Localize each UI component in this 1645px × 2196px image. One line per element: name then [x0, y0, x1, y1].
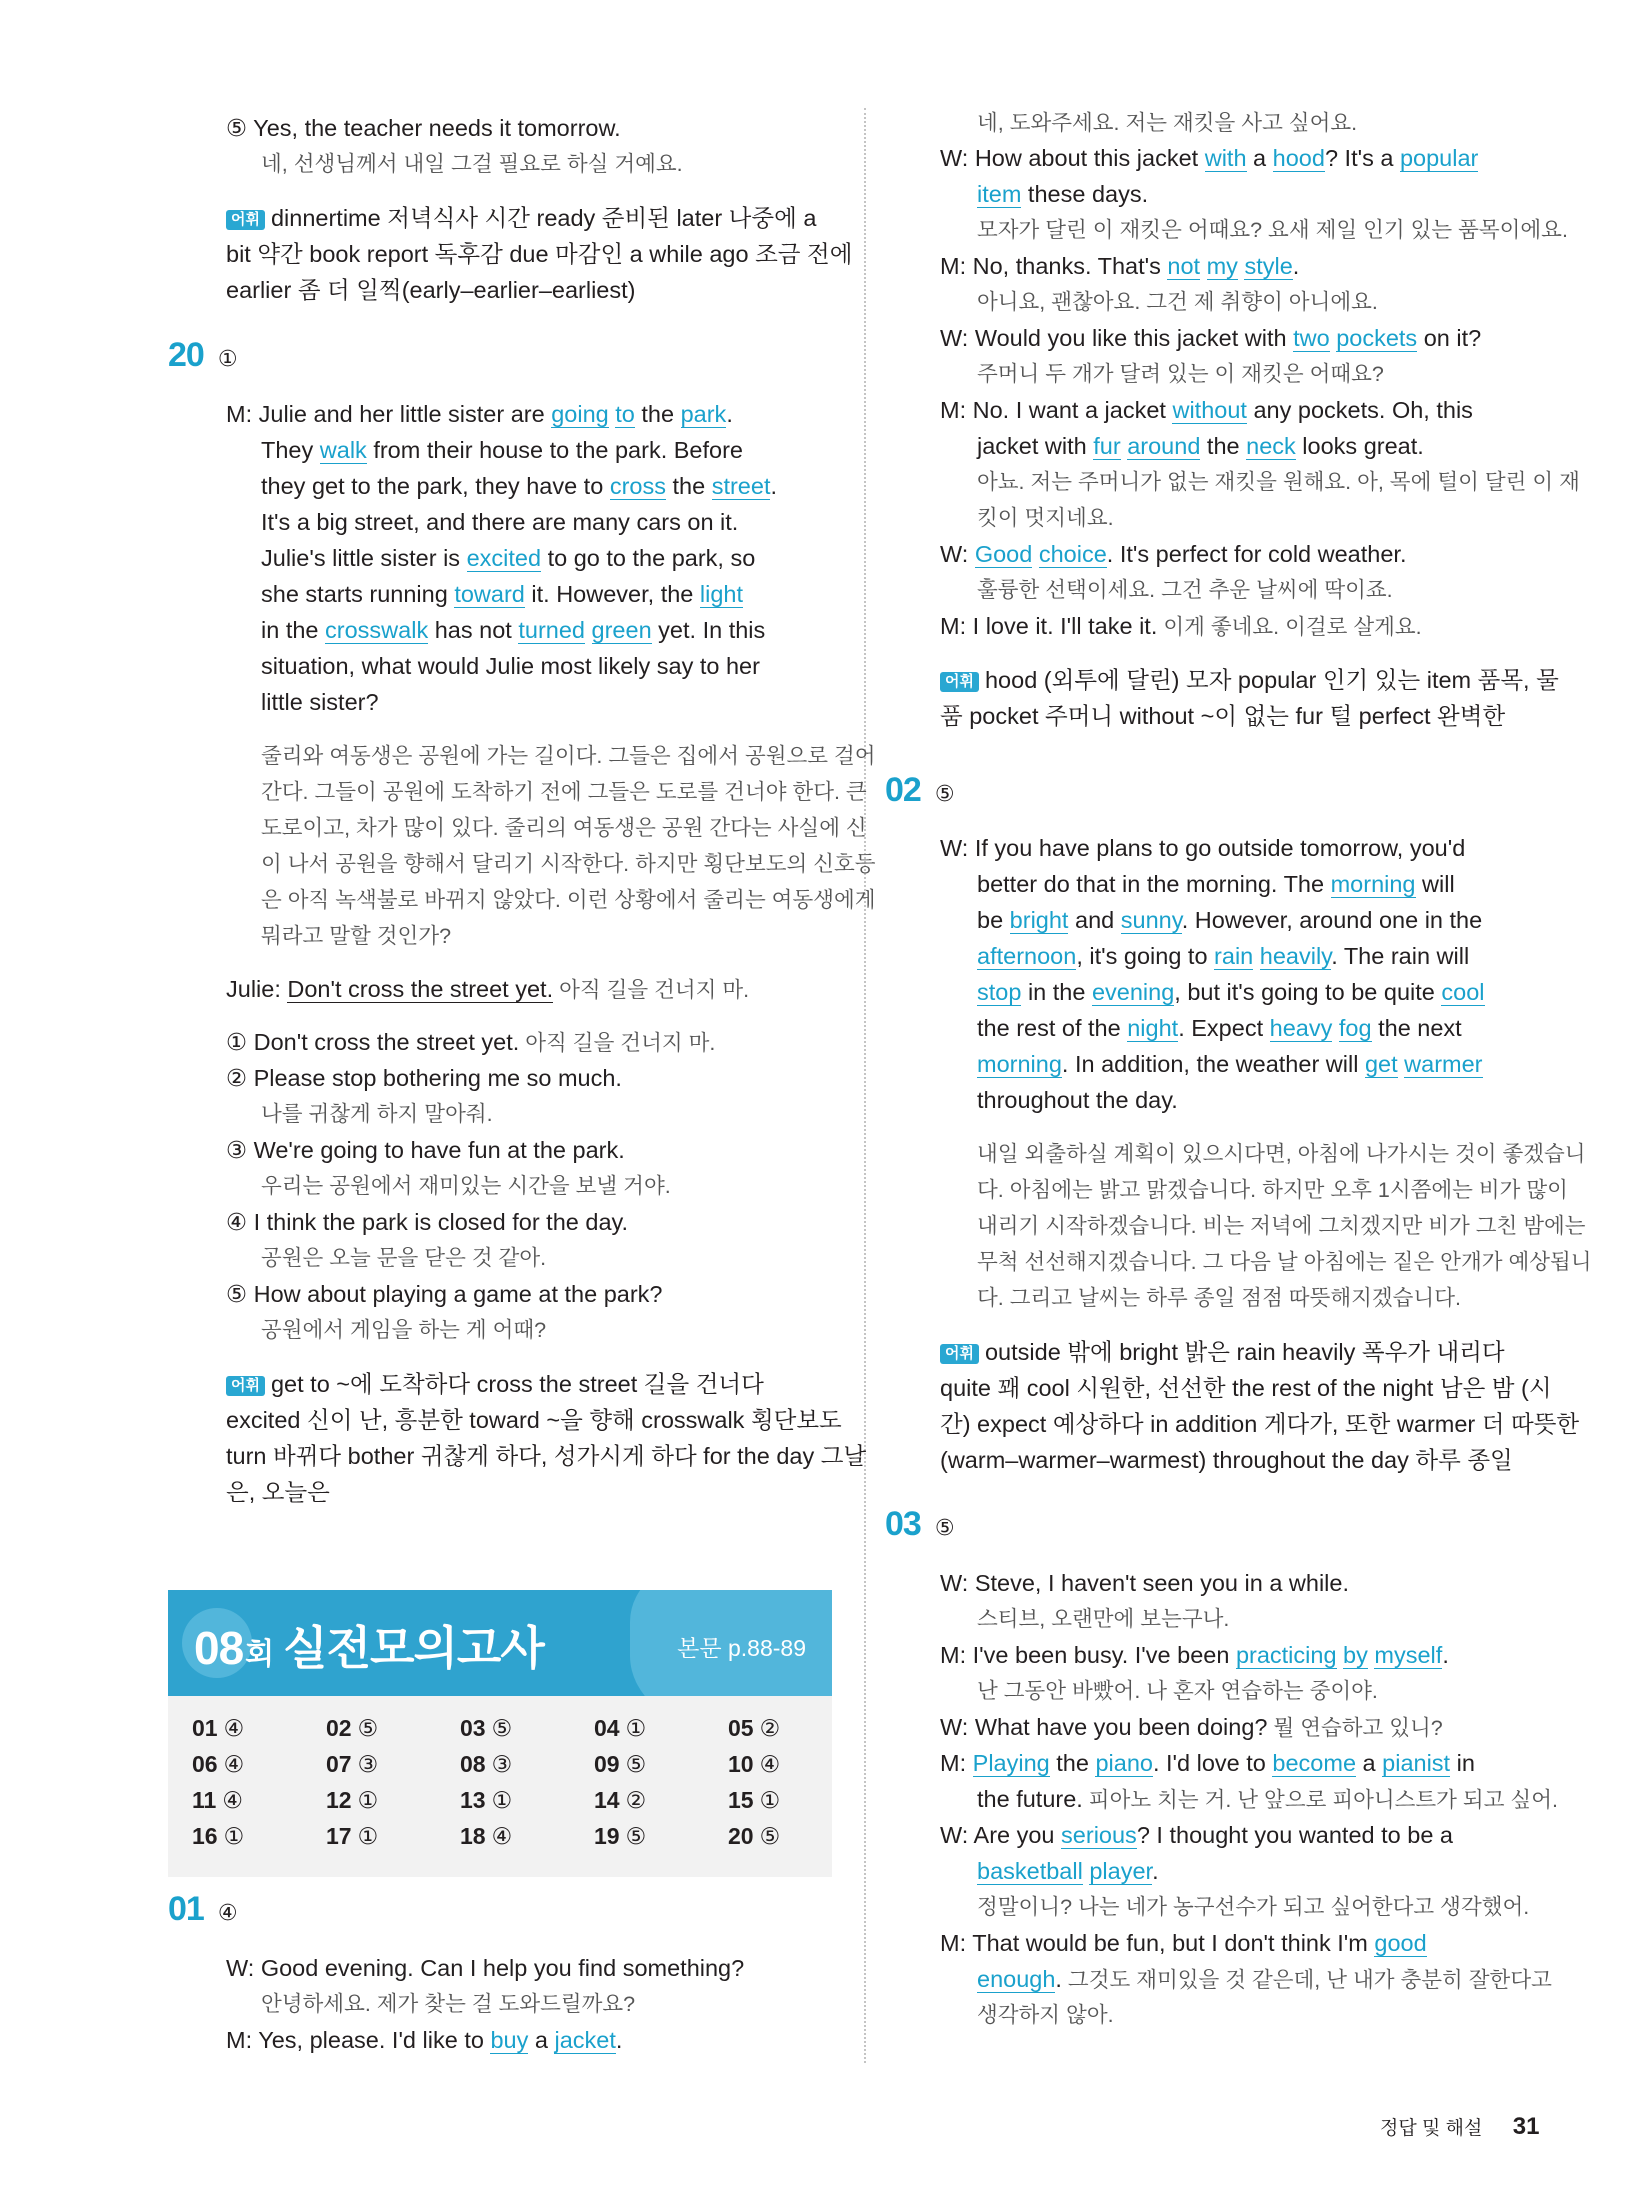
- prev-option-5-kr: 네, 선생님께서 내일 그걸 필요로 하실 거예요.: [261, 152, 683, 176]
- translation-line: 훌륭한 선택이세요. 그건 추운 날씨에 딱이죠.: [977, 578, 1393, 602]
- translation-line: 도로이고, 차가 많이 있다. 줄리의 여동생은 공원 간다는 사실에 신: [261, 816, 867, 840]
- answer-key-item: 16 ①: [192, 1823, 245, 1849]
- translation-line: 은 아직 녹색불로 바뀌지 않았다. 이런 상황에서 줄리는 여동생에게: [261, 888, 876, 912]
- translation-line: 내일 외출하실 계획이 있으시다면, 아침에 나가시는 것이 좋겠습니: [977, 1142, 1586, 1166]
- translation-line: 스티브, 오랜만에 보는구나.: [977, 1607, 1230, 1631]
- vocab-20-line: 어휘 get to ~에 도착하다 cross the street 길을 건너다: [226, 1369, 764, 1399]
- script-line: stop in the evening, but it's going to be quite cool: [977, 979, 1485, 1005]
- option-2: ② Please stop bothering me so much.: [226, 1065, 622, 1091]
- answer-key-item: 17 ①: [326, 1823, 379, 1849]
- option-1: ① Don't cross the street yet. 아직 길을 건너지 마.: [226, 1029, 716, 1055]
- script-line: M: I love it. I'll take it. 이게 좋네요. 이걸로 살게요.: [940, 613, 1422, 639]
- script-line: M: Julie and her little sister are going to the park.: [226, 401, 733, 427]
- answer-key-item: 04 ①: [594, 1715, 647, 1741]
- answer-key-item: 09 ⑤: [594, 1751, 647, 1777]
- vocab-20-line: excited 신이 난, 흥분한 toward ~을 향해 crosswalk 횡단보도: [226, 1407, 842, 1433]
- script-line: M: No, thanks. That's not my style.: [940, 253, 1300, 279]
- answer-key-item: 14 ②: [594, 1787, 647, 1813]
- script-line: throughout the day.: [977, 1087, 1178, 1113]
- script-line: be bright and sunny. However, around one in the: [977, 907, 1483, 933]
- translation-line: 아뇨. 저는 주머니가 없는 재킷을 원해요. 아, 목에 털이 달린 이 재: [977, 470, 1580, 494]
- script-line: basketball player.: [977, 1858, 1159, 1884]
- script-line: M: I've been busy. I've been practicing by myself.: [940, 1642, 1449, 1668]
- script-line: little sister?: [261, 689, 379, 715]
- question-number: 01: [168, 1890, 204, 1928]
- vocab-02-line: (warm–warmer–warmest) throughout the day 하루 종일: [940, 1447, 1513, 1473]
- script-line: Julie's little sister is excited to go to the park, so: [261, 545, 756, 571]
- option-3: ③ We're going to have fun at the park.: [226, 1137, 625, 1163]
- answer-key-item: 07 ③: [326, 1751, 379, 1777]
- answer-key-item: 01 ④: [192, 1715, 245, 1741]
- script-line: W: Are you serious? I thought you wanted to be a: [940, 1822, 1453, 1848]
- script-line: W: Steve, I haven't seen you in a while.: [940, 1570, 1350, 1596]
- script-line: W: Good evening. Can I help you find something?: [226, 1955, 745, 1981]
- script-line: M: Playing the piano. I'd love to become a pianist in: [940, 1750, 1475, 1776]
- question-number: 03: [885, 1505, 921, 1543]
- vocab-02-line: 어휘 outside 밖에 bright 밝은 rain heavily 폭우가 내리다: [940, 1337, 1505, 1367]
- answer-key-item: 06 ④: [192, 1751, 245, 1777]
- script-line: in the crosswalk has not turned green yet. In this: [261, 617, 766, 643]
- vocab-02-line: quite 꽤 cool 시원한, 선선한 the rest of the night 남은 밤 (시: [940, 1375, 1552, 1401]
- answer-key-item: 10 ④: [728, 1751, 781, 1777]
- question-answer: ⑤: [934, 1515, 955, 1540]
- answer-key-item: 02 ⑤: [326, 1715, 379, 1741]
- answer-key-item: 05 ②: [728, 1715, 781, 1741]
- translation-line: 모자가 달린 이 재킷은 어때요? 요새 제일 인기 있는 품목이에요.: [977, 218, 1568, 242]
- script-line: she starts running toward it. However, the light: [261, 581, 744, 607]
- translation-line: 내리기 시작하겠습니다. 비는 저녁에 그치겠지만 비가 그친 밤에는: [977, 1214, 1586, 1238]
- translation-line: 뭐라고 말할 것인가?: [261, 924, 452, 948]
- vocab-20-line: 은, 오늘은: [226, 1479, 330, 1505]
- translation-line: 다. 그리고 날씨는 하루 종일 점점 따뜻해지겠습니다.: [977, 1286, 1461, 1310]
- option-4-kr: 공원은 오늘 문을 닫은 것 같아.: [261, 1246, 547, 1270]
- question-03-header: [885, 1505, 955, 1544]
- translation-line: 생각하지 않아.: [977, 2003, 1114, 2027]
- answer-key-item: 08 ③: [460, 1751, 513, 1777]
- translation-line: 이 나서 공원을 향해서 달리기 시작한다. 하지만 횡단보도의 신호등: [261, 852, 876, 876]
- translation-line: 주머니 두 개가 달려 있는 이 재킷은 어때요?: [977, 362, 1384, 386]
- translation-line: 간다. 그들이 공원에 도착하기 전에 그들은 도로를 건너야 한다. 큰: [261, 780, 867, 804]
- script-line: M: No. I want a jacket without any pockets. Oh, this: [940, 397, 1473, 423]
- script-line: they get to the park, they have to cross the street.: [261, 473, 778, 499]
- vocab-badge: 어휘: [226, 1376, 265, 1396]
- script-line: the rest of the night. Expect heavy fog the next: [977, 1015, 1462, 1041]
- option-4: ④ I think the park is closed for the day.: [226, 1209, 629, 1235]
- answer-key-item: 13 ①: [460, 1787, 513, 1813]
- script-line: the future. 피아노 치는 거. 난 앞으로 피아니스트가 되고 싶어.: [977, 1786, 1558, 1812]
- translation-line: 아니요, 괜찮아요. 그건 제 취향이 아니에요.: [977, 290, 1378, 314]
- script-line: item these days.: [977, 181, 1149, 207]
- translation-line: 킷이 멋지네요.: [977, 506, 1114, 530]
- script-line: afternoon, it's going to rain heavily. The rain will: [977, 943, 1470, 969]
- footer-label: 정답 및 해설: [1380, 2118, 1483, 2139]
- question-answer: ④: [217, 1900, 238, 1925]
- column-divider: [864, 108, 866, 2063]
- prev-option-5: ⑤ Yes, the teacher needs it tomorrow.: [226, 115, 621, 141]
- page-reference: 본문 p.88-89: [677, 1635, 806, 1661]
- translation-line: 정말이니? 나는 네가 농구선수가 되고 싶어한다고 생각했어.: [977, 1895, 1530, 1919]
- option-3-kr: 우리는 공원에서 재미있는 시간을 보낼 거야.: [261, 1174, 671, 1198]
- question-number: 02: [885, 771, 921, 809]
- script-line: M: Yes, please. I'd like to buy a jacket.: [226, 2027, 623, 2053]
- answer-key-item: 15 ①: [728, 1787, 781, 1813]
- answer-key-item: 19 ⑤: [594, 1823, 647, 1849]
- script-line: W: How about this jacket with a hood? It's a popular: [940, 145, 1479, 171]
- vocab-prev-line: earlier 좀 더 일찍(early–earlier–earliest): [226, 277, 636, 303]
- answer-key-item: 11 ④: [192, 1787, 243, 1813]
- answer-key-item: 12 ①: [326, 1787, 379, 1813]
- question-20-header: [168, 336, 238, 375]
- vocab-badge: 어휘: [226, 210, 265, 230]
- translation-line: 무척 선선해지겠습니다. 그 다음 날 아침에는 짙은 안개가 예상됩니: [977, 1250, 1592, 1274]
- page-number: 31: [1512, 2113, 1540, 2140]
- option-2-kr: 나를 귀찮게 하지 말아줘.: [261, 1102, 493, 1126]
- script-line: They walk from their house to the park. Before: [261, 437, 743, 463]
- script-line: M: That would be fun, but I don't think I'm good: [940, 1930, 1427, 1956]
- vocab-badge: 어휘: [940, 1344, 979, 1364]
- script-line: W: What have you been doing? 뭘 연습하고 있니?: [940, 1714, 1443, 1740]
- vocab-01-line: 품 pocket 주머니 without ~이 없는 fur 털 perfect 완벽한: [940, 703, 1506, 729]
- option-5-kr: 공원에서 게임을 하는 게 어때?: [261, 1318, 547, 1342]
- answer-key-item: 20 ⑤: [728, 1823, 781, 1849]
- footer: [1380, 2113, 1539, 2141]
- option-5: ⑤ How about playing a game at the park?: [226, 1281, 663, 1307]
- translation-line: 안녕하세요. 제가 찾는 걸 도와드릴까요?: [261, 1992, 636, 2016]
- question-02-header: [885, 771, 955, 810]
- script-line: situation, what would Julie most likely say to her: [261, 653, 760, 679]
- julie-answer-line: Julie: Don't cross the street yet. 아직 길을 건너지 마.: [226, 976, 750, 1002]
- vocab-01-line: 어휘 hood (외투에 달린) 모자 popular 인기 있는 item 품목, 물: [940, 665, 1559, 695]
- answer-key-header: [168, 1590, 832, 1696]
- translation-line: 네, 도와주세요. 저는 재킷을 사고 싶어요.: [977, 111, 1358, 135]
- vocab-badge: 어휘: [940, 672, 979, 692]
- script-line: morning. In addition, the weather will get warmer: [977, 1051, 1483, 1077]
- script-line: jacket with fur around the neck looks great.: [977, 433, 1424, 459]
- script-line: better do that in the morning. The morning will: [977, 871, 1455, 897]
- answer-key-item: 03 ⑤: [460, 1715, 513, 1741]
- test-title: 08회 실전모의고사: [194, 1622, 544, 1674]
- vocab-02-line: 간) expect 예상하다 in addition 게다가, 또한 warmer 더 따뜻한: [940, 1411, 1580, 1437]
- translation-line: 난 그동안 바빴어. 나 혼자 연습하는 중이야.: [977, 1679, 1378, 1703]
- question-number: 20: [168, 336, 204, 374]
- script-line: W: Would you like this jacket with two pockets on it?: [940, 325, 1482, 351]
- answer-key-item: 18 ④: [460, 1823, 513, 1849]
- vocab-20-line: turn 바뀌다 bother 귀찮게 하다, 성가시게 하다 for the day 그날: [226, 1443, 867, 1469]
- translation-line: 줄리와 여동생은 공원에 가는 길이다. 그들은 집에서 공원으로 걸어: [261, 744, 876, 768]
- script-line: W: Good choice. It's perfect for cold weather.: [940, 541, 1407, 567]
- script-line: W: If you have plans to go outside tomorrow, you'd: [940, 835, 1466, 861]
- question-answer: ⑤: [934, 781, 955, 806]
- question-01-header: [168, 1890, 238, 1929]
- script-line: enough. 그것도 재미있을 것 같은데, 난 내가 충분히 잘한다고: [977, 1966, 1552, 1992]
- translation-line: 다. 아침에는 밝고 맑겠습니다. 하지만 오후 1시쯤에는 비가 많이: [977, 1178, 1568, 1202]
- vocab-prev-line: 어휘 dinnertime 저녁식사 시간 ready 준비된 later 나중에 a: [226, 203, 816, 233]
- script-line: It's a big street, and there are many cars on it.: [261, 509, 739, 535]
- question-answer: ①: [217, 346, 238, 371]
- answer-key-box: [168, 1590, 832, 1877]
- vocab-prev-line: bit 약간 book report 독후감 due 마감인 a while ago 조금 전에: [226, 241, 853, 267]
